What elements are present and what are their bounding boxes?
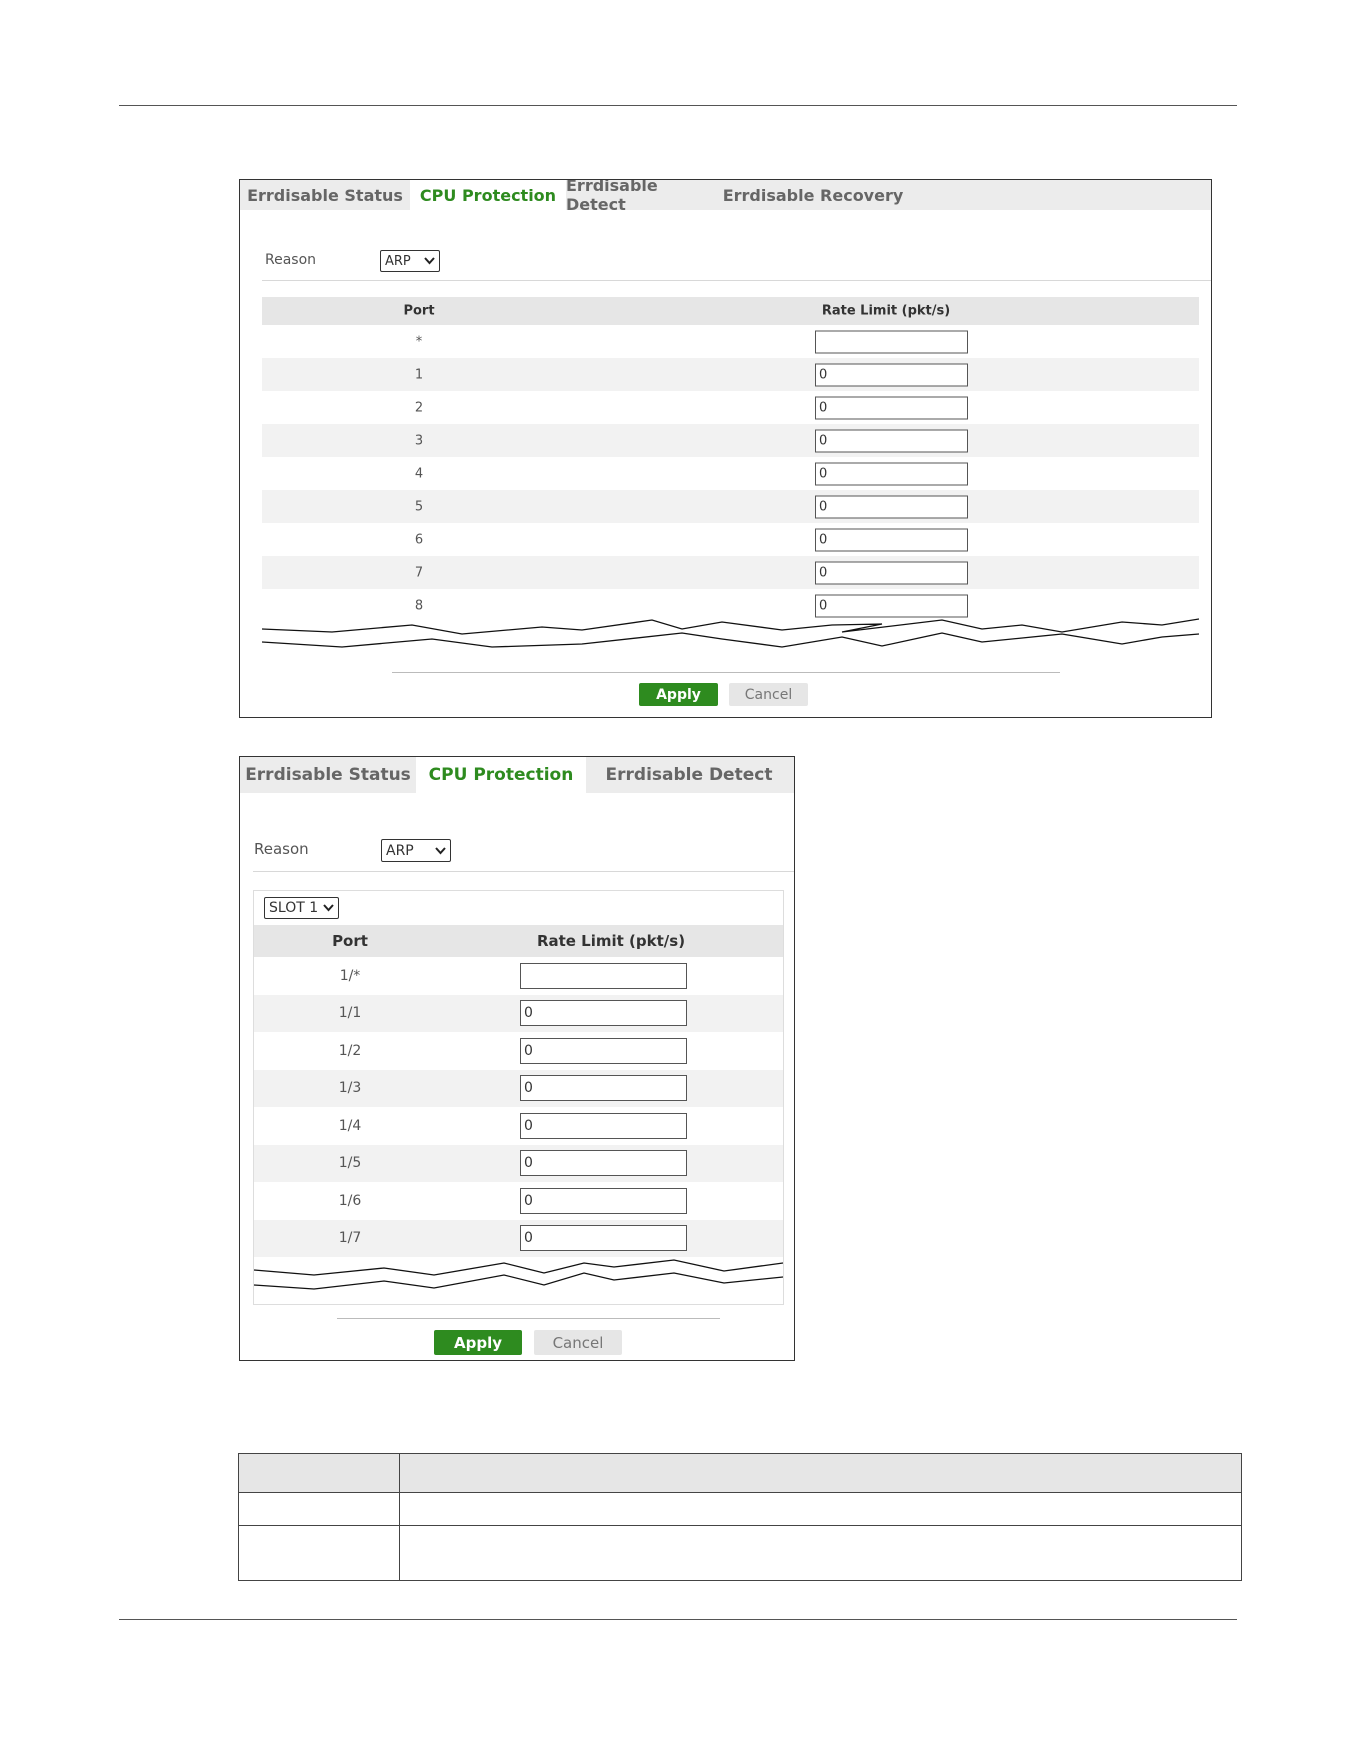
page-footer-rule [119,1619,1237,1620]
apply-button[interactable]: Apply [434,1330,522,1355]
button-separator [337,1318,720,1319]
table-row [254,1145,783,1183]
rate-limit-input[interactable]: 0 [815,363,968,386]
desc-cell-label [239,1493,400,1526]
port-cell: 1/7 [338,1230,362,1247]
rate-column-header: Rate Limit (pkt/s) [821,303,951,319]
table-row [254,1107,783,1145]
port-cell: 1/* [339,967,361,984]
rate-limit-input[interactable]: 0 [815,594,968,617]
table-row [254,1032,783,1070]
tab-cpu-protection[interactable]: CPU Protection [416,757,586,793]
rate-limit-input[interactable]: 0 [520,1113,687,1139]
port-cell: 1/6 [338,1192,362,1209]
chevron-down-icon [424,257,435,265]
rate-limit-input[interactable]: 0 [520,1000,687,1026]
desc-table-row [239,1526,1242,1581]
page-header-rule [119,105,1237,106]
table-row [262,391,1199,424]
port-cell: 4 [414,466,424,481]
reason-select-value: ARP [385,253,411,269]
rate-limit-input[interactable]: 0 [520,1075,687,1101]
port-cell: 5 [414,499,424,514]
desc-header-cell-description [400,1454,1242,1493]
reason-separator [253,871,795,872]
port-cell: 2 [414,400,424,415]
desc-cell-label [239,1526,400,1581]
rate-limit-input[interactable]: 0 [815,462,968,485]
table-row [262,523,1199,556]
tab-cpu-protection[interactable]: CPU Protection [410,180,566,210]
button-separator [392,672,1060,673]
port-cell: 1/4 [338,1117,362,1134]
table-break-mark [254,1255,783,1301]
port-cell: * [415,334,423,349]
field-description-table [238,1453,1242,1581]
slot-panel [253,890,784,1305]
desc-table-row [239,1493,1242,1526]
table-row [262,457,1199,490]
rate-limit-input[interactable]: 0 [520,1150,687,1176]
tab-errdisable-status[interactable]: Errdisable Status [247,185,403,205]
table-row [262,490,1199,523]
rate-limit-input[interactable]: 0 [815,528,968,551]
table-row [254,1182,783,1220]
port-cell: 1/3 [338,1080,362,1097]
port-cell: 1/1 [338,1005,362,1022]
port-column-header: Port [332,932,368,950]
tab-errdisable-status[interactable]: Errdisable Status [245,765,411,785]
table-row [262,424,1199,457]
chevron-down-icon [323,904,334,912]
port-cell: 1/2 [338,1042,362,1059]
port-rate-table [262,297,1199,667]
table-row [262,556,1199,589]
slot-select[interactable] [264,897,339,919]
reason-label: Reason [265,252,317,268]
port-cell: 8 [414,598,424,613]
port-cell: 3 [414,433,424,448]
cancel-button[interactable]: Cancel [534,1330,622,1355]
port-cell: 6 [414,532,424,547]
reason-select-value: ARP [386,842,414,859]
chevron-down-icon [435,847,446,855]
port-column-header: Port [403,303,435,319]
table-row [254,995,783,1033]
slot-select-value: SLOT 1 [269,900,319,916]
tab-errdisable-detect[interactable]: Errdisable Detect [605,765,773,785]
desc-cell-description [400,1493,1242,1526]
rate-column-header: Rate Limit (pkt/s) [536,932,686,950]
reason-label: Reason [254,840,309,858]
rate-limit-input[interactable]: 0 [520,1188,687,1214]
table-row [254,957,783,995]
table-row [262,358,1199,391]
cancel-button[interactable]: Cancel [729,683,808,706]
port-cell: 7 [414,565,424,580]
rate-limit-input[interactable]: 0 [520,1225,687,1251]
cpu-protection-screen-stacking [239,756,795,1361]
desc-cell-description [400,1526,1242,1581]
rate-limit-input[interactable] [520,963,687,989]
desc-header-cell-label [239,1454,400,1493]
table-header [254,925,783,957]
port-cell: 1/5 [338,1155,362,1172]
tab-errdisable-recovery[interactable]: Errdisable Recovery [722,185,904,205]
rate-limit-input[interactable]: 0 [815,396,968,419]
rate-limit-input[interactable]: 0 [815,495,968,518]
reason-select[interactable] [381,839,451,862]
reason-select[interactable] [380,250,440,272]
rate-limit-input[interactable]: 0 [815,561,968,584]
cpu-protection-screen-standalone [239,179,1212,718]
port-cell: 1 [414,367,424,382]
rate-limit-input[interactable]: 0 [520,1038,687,1064]
table-header [262,297,1199,325]
desc-table-header [239,1454,1242,1493]
rate-limit-input[interactable] [815,330,968,353]
table-row [254,1070,783,1108]
tab-errdisable-detect[interactable]: Errdisable Detect [566,179,658,214]
port-rate-table [254,925,783,1304]
tab-bar [240,179,1211,214]
reason-separator [262,280,1212,281]
apply-button[interactable]: Apply [639,683,718,706]
table-row [254,1220,783,1258]
table-break-mark [262,617,1199,667]
table-row [262,325,1199,358]
tab-bar [240,757,794,793]
rate-limit-input[interactable]: 0 [815,429,968,452]
